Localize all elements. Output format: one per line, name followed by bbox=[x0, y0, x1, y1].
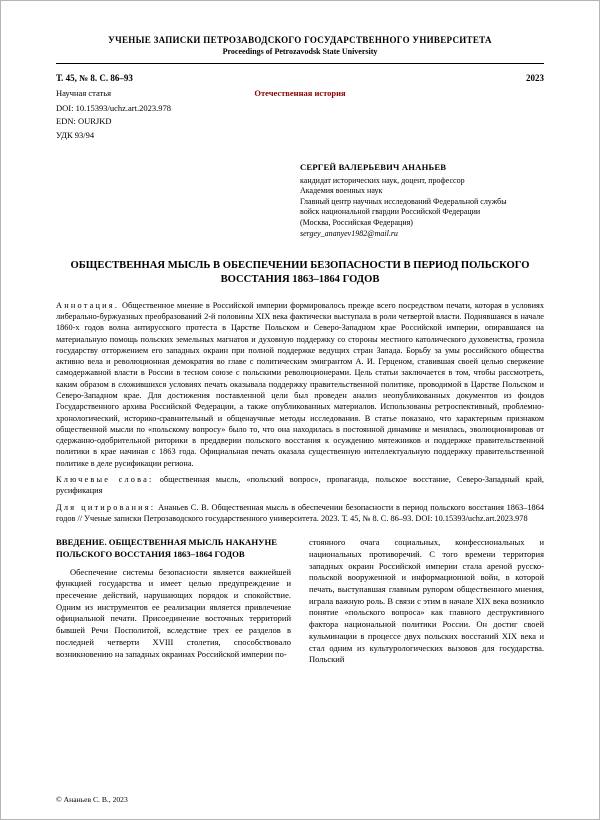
doi-line: DOI: 10.15393/uchz.art.2023.978 bbox=[56, 102, 171, 113]
left-column bbox=[56, 537, 291, 666]
left-column-text: Обеспечение системы безопасности является важнейшей функцией государства и имеет целью предупреждение и пресечение действий, нарушающих порядок и спокойствие. Одним из инструментов ее реализации является привлечение официальной печати. Присоединение восточных территорий бывшей Речи Посполитой, вследствие трех ее разделов в последней четверти XVIII столетия, способствовало возникновению на западных окраинах Российской империи по- bbox=[56, 566, 291, 659]
keywords-label: Ключевые слова: bbox=[56, 474, 154, 484]
right-column-text: стоянного очага социальных, конфессиональных и национальных противоречий. С того времени территория западных окраин Российской империи стала ареной русско-польской вооруженной и информационной войн, в которой печать, выступавшая главным рупором общественного мнения, играла важную роль. В связи с этим в начале XIX века возникло понятие «польского вопроса» как главного деструктивного фактора национальной политики России. Он достиг своей кульминации в процессе двух польских восстаний XIX века и стал одним из культурологических вызовов для государства. Польский bbox=[309, 537, 544, 665]
citation-text: Ананьев С. В. Общественная мысль в обеспечении безопасности в период польского восстания 1863–1864 годов // Ученые записки Петрозаводского государственного университета. 2023. Т. 45, № 8. С. 86–93. DOI: 10.15393/uchz.art.2023.978 bbox=[56, 502, 544, 523]
keywords bbox=[56, 474, 544, 497]
type-section-row bbox=[56, 88, 544, 99]
abstract-text: Общественное мнение в Российской империи формировалось прежде всего посредством печати, которая в условиях либерально-буржуазных преобразований 2-й половины XIX века фактически выступала в роли четвертой власти. Поднявшаяся в начале 1860-х годов волна антирусского протеста в Царстве Польском и Северо-Западном крае Российской империи, опиравшаяся на материальную помощь польских земельных магнатов и духовную поддержку со стороны местного католического духовенства, грозила государству отторжением его западных окраин при полной поддержке ведущих стран Запада. Борьбу за умы российского общества активно вела и революционная демократия во главе с политическим эмигрантом А. И. Герценом, ставившая своей целью свержение самодержавной власти в России в тесном союзе с польскими революционерами. Цель статьи заключается в том, чтобы рассмотреть, каким образом в сложившихся условиях печать оказывала поддержку правительственной политике, проводимой в Царстве Польском и Северо-Западном крае. Для достижения поставленной цели был проведен анализ неопубликованных документов из фондов Государственного архива Российской Федерации, а также опубликованных материалов. Использованы ретроспективный, проблемно-хронологический, историко-сравнительный и общенаучные методы исследования. В статье показано, что характерным признаком общественной мысли по «польскому вопросу» было то, что она находилась в постоянной динамике и менялась, эволюционировав от сдержанно-одобрительной риторики в преддверии польского восстания к осуждению мятежников и поддержке правительственной политики в крае начиная с 1863 года. Официальная печать оказала существенную интеллектуальную поддержку правительственной политике в деле русификации региона. bbox=[56, 300, 544, 468]
publication-year: 2023 bbox=[526, 73, 544, 83]
author-email: sergey_ananyev1982@mail.ru bbox=[300, 228, 398, 238]
journal-title-ru: УЧЕНЫЕ ЗАПИСКИ ПЕТРОЗАВОДСКОГО ГОСУДАРСТВЕННОГО УНИВЕРСИТЕТА bbox=[108, 35, 492, 45]
abstract-label: Аннотация. bbox=[56, 300, 120, 310]
abstract bbox=[56, 300, 544, 469]
author-block bbox=[300, 162, 544, 240]
edn-line: EDN: OURJKD bbox=[56, 116, 112, 126]
author-affiliation-line: Главный центр научных исследований Федеральной службы bbox=[300, 196, 507, 206]
author-affiliation-line: кандидат исторических наук, доцент, профессор bbox=[300, 175, 465, 185]
volume-pages: Т. 45, № 8. С. 86–93 bbox=[56, 73, 133, 83]
journal-section: Отечественная история bbox=[254, 88, 346, 98]
author-affiliation-line: войск национальной гвардии Российской Федерации bbox=[300, 207, 481, 217]
author-affiliation-line: (Москва, Российская Федерация) bbox=[300, 218, 413, 228]
header-divider bbox=[56, 63, 544, 64]
article-title: ОБЩЕСТВЕННАЯ МЫСЛЬ В ОБЕСПЕЧЕНИИ БЕЗОПАСНОСТИ В ПЕРИОД ПОЛЬСКОГО ВОССТАНИЯ 1863–1864 ГОДОВ bbox=[70, 260, 530, 286]
two-column-body bbox=[56, 537, 544, 666]
citation-label: Для цитирования: bbox=[56, 502, 156, 512]
right-column bbox=[309, 537, 544, 666]
udc-line: УДК 93/94 bbox=[56, 129, 95, 140]
introduction-heading: ВВЕДЕНИЕ. ОБЩЕСТВЕННАЯ МЫСЛЬ НАКАНУНЕ ПОЛЬСКОГО ВОССТАНИЯ 1863–1864 ГОДОВ bbox=[56, 537, 278, 559]
article-type: Научная статья bbox=[56, 88, 112, 98]
citation bbox=[56, 502, 544, 525]
copyright-note: © Ананьев С. В., 2023 bbox=[56, 795, 128, 804]
keywords-text: общественная мысль, «польский вопрос», пропаганда, польское восстание, Северо-Западный край, русификация bbox=[56, 474, 544, 496]
author-name: СЕРГЕЙ ВАЛЕРЬЕВИЧ АНАНЬЕВ bbox=[300, 161, 447, 172]
journal-title-en: Proceedings of Petrozavodsk State University bbox=[222, 47, 378, 56]
author-affiliation-line: Академия военных наук bbox=[300, 186, 383, 196]
volume-year-row bbox=[56, 73, 544, 83]
